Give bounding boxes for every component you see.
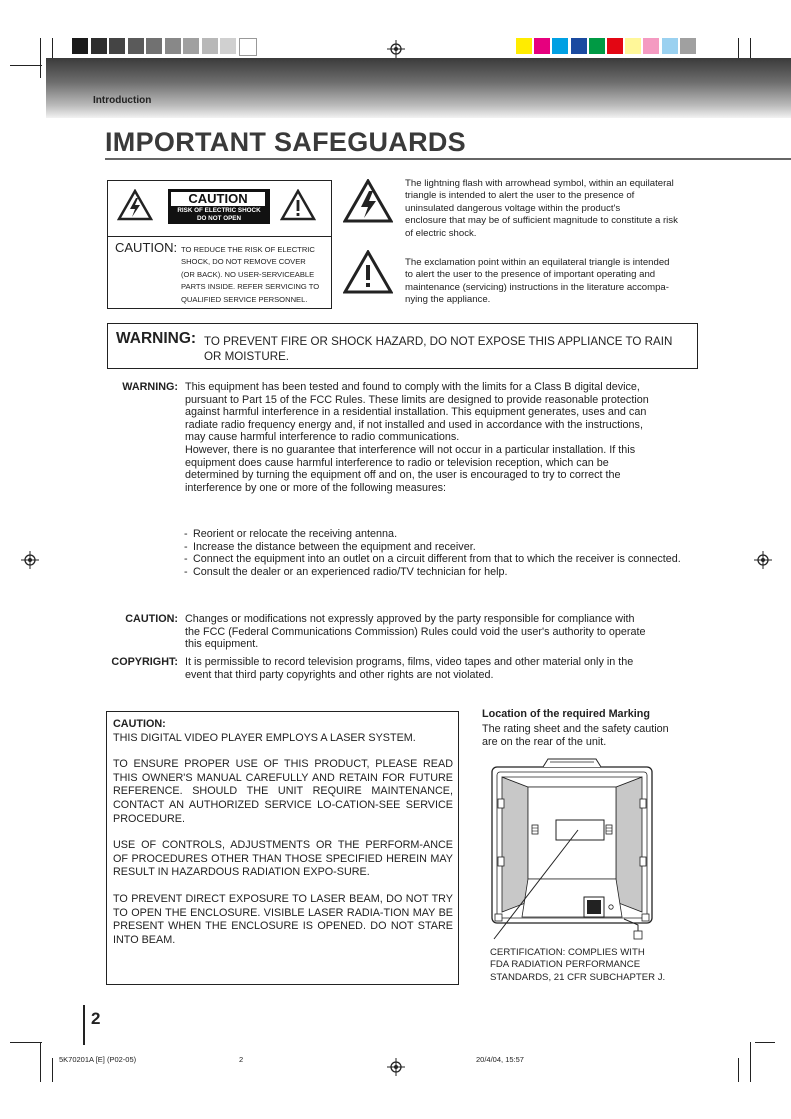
gray-swatch bbox=[72, 38, 88, 54]
color-swatch bbox=[534, 38, 550, 54]
lightning-description: The lightning flash with arrowhead symbol, within an equilateral triangle is intended to alert the user to the presence of uninsulated dangerous voltage within the product's enclosure that may be of sufficient magnitude to constitute a risk of electric shock. bbox=[405, 178, 678, 239]
caution-badge-sub2: DO NOT OPEN bbox=[196, 215, 242, 222]
laser-caution-para: USE OF CONTROLS, ADJUSTMENTS OR THE PERFORM-ANCE OF PROCEDURES OTHER THAN THOSE SPECIFIED HEREIN MAY RESULT IN HAZARDOUS RADIATION EXPO-SURE. bbox=[113, 839, 453, 879]
color-swatch bbox=[607, 38, 623, 54]
crop-mark bbox=[52, 38, 53, 58]
color-swatch bbox=[571, 38, 587, 54]
registration-mark-icon bbox=[387, 1058, 405, 1076]
color-swatch bbox=[680, 38, 696, 54]
crop-mark bbox=[40, 38, 41, 78]
crop-mark bbox=[750, 1042, 751, 1082]
color-swatch bbox=[662, 38, 678, 54]
marking-title: Location of the required Marking bbox=[482, 708, 650, 720]
gray-swatch bbox=[128, 38, 144, 54]
title-rule bbox=[105, 158, 791, 160]
gray-swatch bbox=[165, 38, 181, 54]
caution-badge bbox=[168, 189, 270, 224]
certification-text: CERTIFICATION: COMPLIES WITH FDA RADIATION PERFORMANCE STANDARDS, 21 CFR SUBCHAPTER J. bbox=[490, 947, 666, 983]
gray-swatch bbox=[220, 38, 236, 54]
gray-swatch bbox=[183, 38, 199, 54]
gray-swatch bbox=[202, 38, 218, 54]
list-item: - Reorient or relocate the receiving antenna. bbox=[184, 528, 684, 541]
warning-box bbox=[107, 323, 698, 369]
color-swatch bbox=[552, 38, 568, 54]
page-number-bar bbox=[83, 1005, 85, 1045]
crop-mark bbox=[738, 38, 739, 60]
laser-caution-para: THIS DIGITAL VIDEO PLAYER EMPLOYS A LASER SYSTEM. bbox=[113, 731, 416, 744]
color-swatch bbox=[516, 38, 532, 54]
device-rear-illustration bbox=[488, 757, 658, 942]
registration-mark-icon bbox=[387, 40, 405, 58]
gray-swatch bbox=[109, 38, 125, 54]
gray-swatch bbox=[146, 38, 162, 54]
caution-text: TO REDUCE THE RISK OF ELECTRIC SHOCK, DO NOT REMOVE COVER (OR BACK). NO USER-SERVICEABLE PARTS INSIDE. REFER SERVICING TO QUALIFIED SERVICE PERSONNEL. bbox=[181, 245, 320, 304]
laser-caution-para: TO PREVENT DIRECT EXPOSURE TO LASER BEAM, DO NOT TRY TO OPEN THE ENCLOSURE. VISIBLE LASER RADIA-TION MAY BE PRESENT WHEN THE ENCLOSURE IS OPENED. DO NOT STARE INTO BEAM. bbox=[113, 892, 453, 946]
lightning-triangle-icon bbox=[117, 189, 153, 221]
page-number: 2 bbox=[91, 1009, 101, 1028]
crop-mark bbox=[52, 1058, 53, 1082]
warning-text: TO PREVENT FIRE OR SHOCK HAZARD, DO NOT EXPOSE THIS APPLIANCE TO RAIN OR MOISTURE. bbox=[204, 335, 673, 363]
caution-label bbox=[107, 180, 332, 309]
warning-label: WARNING: bbox=[116, 330, 197, 347]
laser-caution-box bbox=[106, 711, 459, 985]
gray-swatch bbox=[239, 38, 257, 56]
crop-mark bbox=[738, 1058, 739, 1082]
crop-mark bbox=[10, 65, 42, 66]
measures-list bbox=[184, 528, 684, 578]
crop-mark bbox=[755, 1042, 775, 1043]
caution-fcc-label: CAUTION: bbox=[125, 613, 178, 625]
list-item: - Increase the distance between the equipment and receiver. bbox=[184, 541, 684, 554]
fcc-warning-text: This equipment has been tested and found to comply with the limits for a Class B digital device, pursuant to Part 15 of the FCC Rules. These limits are designed to provide reasonable protection against harmful interference in a residential installation. This equipment generates, uses and can radiate radio frequency energy and, if not installed and used in accordance with the instructions, may cause harmful interference to radio communications. However, there is no guarantee that interference will not occur in a particular installation. If this equipment does cause harmful interference to radio or television reception, which can be determined by turning the equipment off and on, the user is encouraged to try to correct the interference by one or more of the following measures: bbox=[185, 381, 649, 494]
caution-badge-sub1: RISK OF ELECTRIC SHOCK bbox=[177, 207, 261, 214]
laser-caution-title: CAUTION: bbox=[113, 718, 166, 730]
fcc-warning-label: WARNING: bbox=[122, 381, 178, 393]
exclamation-triangle-icon bbox=[343, 250, 393, 294]
lightning-triangle-icon bbox=[343, 179, 393, 223]
color-swatch bbox=[589, 38, 605, 54]
exclamation-triangle-icon bbox=[280, 189, 316, 221]
marking-text: The rating sheet and the safety caution are on the rear of the unit. bbox=[482, 723, 669, 748]
page-title: IMPORTANT SAFEGUARDS bbox=[105, 127, 466, 157]
laser-caution-para: TO ENSURE PROPER USE OF THIS PRODUCT, PLEASE READ THIS OWNER'S MANUAL CAREFULLY AND RETAIN FOR FUTURE REFERENCE. SHOULD THE UNIT REQUIRE MAINTENANCE, CONTACT AN AUTHORIZED SERVICE LO-CATION-SEE SERVICE PROCEDURE. bbox=[113, 758, 453, 825]
gray-swatch bbox=[91, 38, 107, 54]
registration-mark-icon bbox=[754, 551, 772, 569]
caution-badge-title: CAUTION bbox=[171, 192, 265, 206]
footer-page: 2 bbox=[239, 1055, 244, 1064]
registration-mark-icon bbox=[21, 551, 39, 569]
crop-mark bbox=[40, 1042, 41, 1082]
section-label: Introduction bbox=[93, 95, 152, 106]
caution-fcc-text: Changes or modifications not expressly approved by the party responsible for compliance with the FCC (Federal Communications Commission) Rules could void the user's authority to operate this equipment. bbox=[185, 613, 646, 651]
footer-code: 5K70201A [E] (P02-05) bbox=[59, 1055, 137, 1064]
copyright-text: It is permissible to record television programs, films, video tapes and other material only in the event that third party copyrights and other rights are not violated. bbox=[185, 656, 634, 681]
crop-mark bbox=[10, 1042, 42, 1043]
color-swatch bbox=[643, 38, 659, 54]
divider bbox=[108, 236, 331, 237]
list-item: - Connect the equipment into an outlet on a circuit different from that to which the receiver is connected. bbox=[184, 553, 684, 566]
exclamation-description: The exclamation point within an equilateral triangle is intended to alert the user to the presence of important operating and maintenance (servicing) instructions in the literature accompa- nying the appliance. bbox=[405, 257, 670, 306]
list-item: - Consult the dealer or an experienced radio/TV technician for help. bbox=[184, 566, 684, 579]
color-swatch bbox=[625, 38, 641, 54]
footer-date: 20/4/04, 15:57 bbox=[476, 1055, 524, 1064]
copyright-label: COPYRIGHT: bbox=[111, 656, 178, 668]
caution-word: CAUTION: bbox=[115, 240, 178, 255]
header-band bbox=[46, 58, 791, 118]
